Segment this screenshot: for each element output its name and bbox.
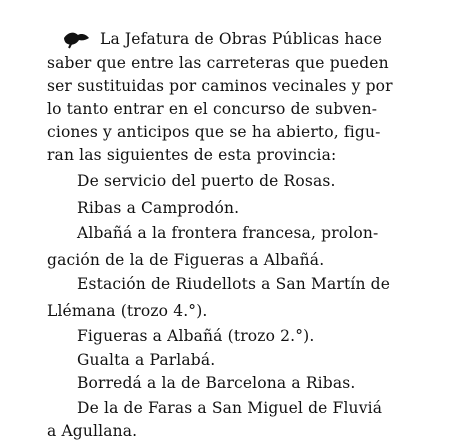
- road-item-borreda: Borredá a la de Barcelona a Ribas.: [77, 374, 356, 392]
- paragraph-line-5: ciones y anticipos que se ha abierto, figu-: [47, 123, 381, 141]
- road-item-albana-continuation: gación de la de Figueras a Albañá.: [47, 251, 325, 269]
- paragraph-line-6: ran las siguientes de esta provincia:: [47, 146, 337, 164]
- road-item-faras-continuation: a Agullana.: [47, 422, 138, 440]
- paragraph-line-4: lo tanto entrar en el concurso de subven-: [47, 100, 378, 118]
- road-item-gualta-parlaba: Gualta a Parlabá.: [77, 351, 216, 369]
- pointing-hand-icon: [62, 28, 96, 50]
- road-item-riudellots-continuation: Llémana (trozo 4.°).: [47, 302, 208, 320]
- paragraph-line-3: ser sustituidas por caminos vecinales y por: [47, 77, 393, 95]
- paragraph-line-1: La Jefatura de Obras Públicas hace: [100, 30, 383, 48]
- road-item-riudellots: Estación de Riudellots a San Martín de: [77, 275, 391, 293]
- road-item-ribas-camprodon: Ribas a Camprodón.: [77, 199, 240, 217]
- paragraph-line-2: saber que entre las carreteras que pueden: [47, 54, 389, 72]
- road-item-faras-fluvia: De la de Faras a San Miguel de Fluviá: [77, 399, 383, 417]
- road-item-albana-frontera: Albañá a la frontera francesa, prolon-: [77, 224, 379, 242]
- road-item-puerto-rosas: De servicio del puerto de Rosas.: [77, 172, 336, 190]
- road-item-figueras-albana: Figueras a Albañá (trozo 2.°).: [77, 327, 315, 345]
